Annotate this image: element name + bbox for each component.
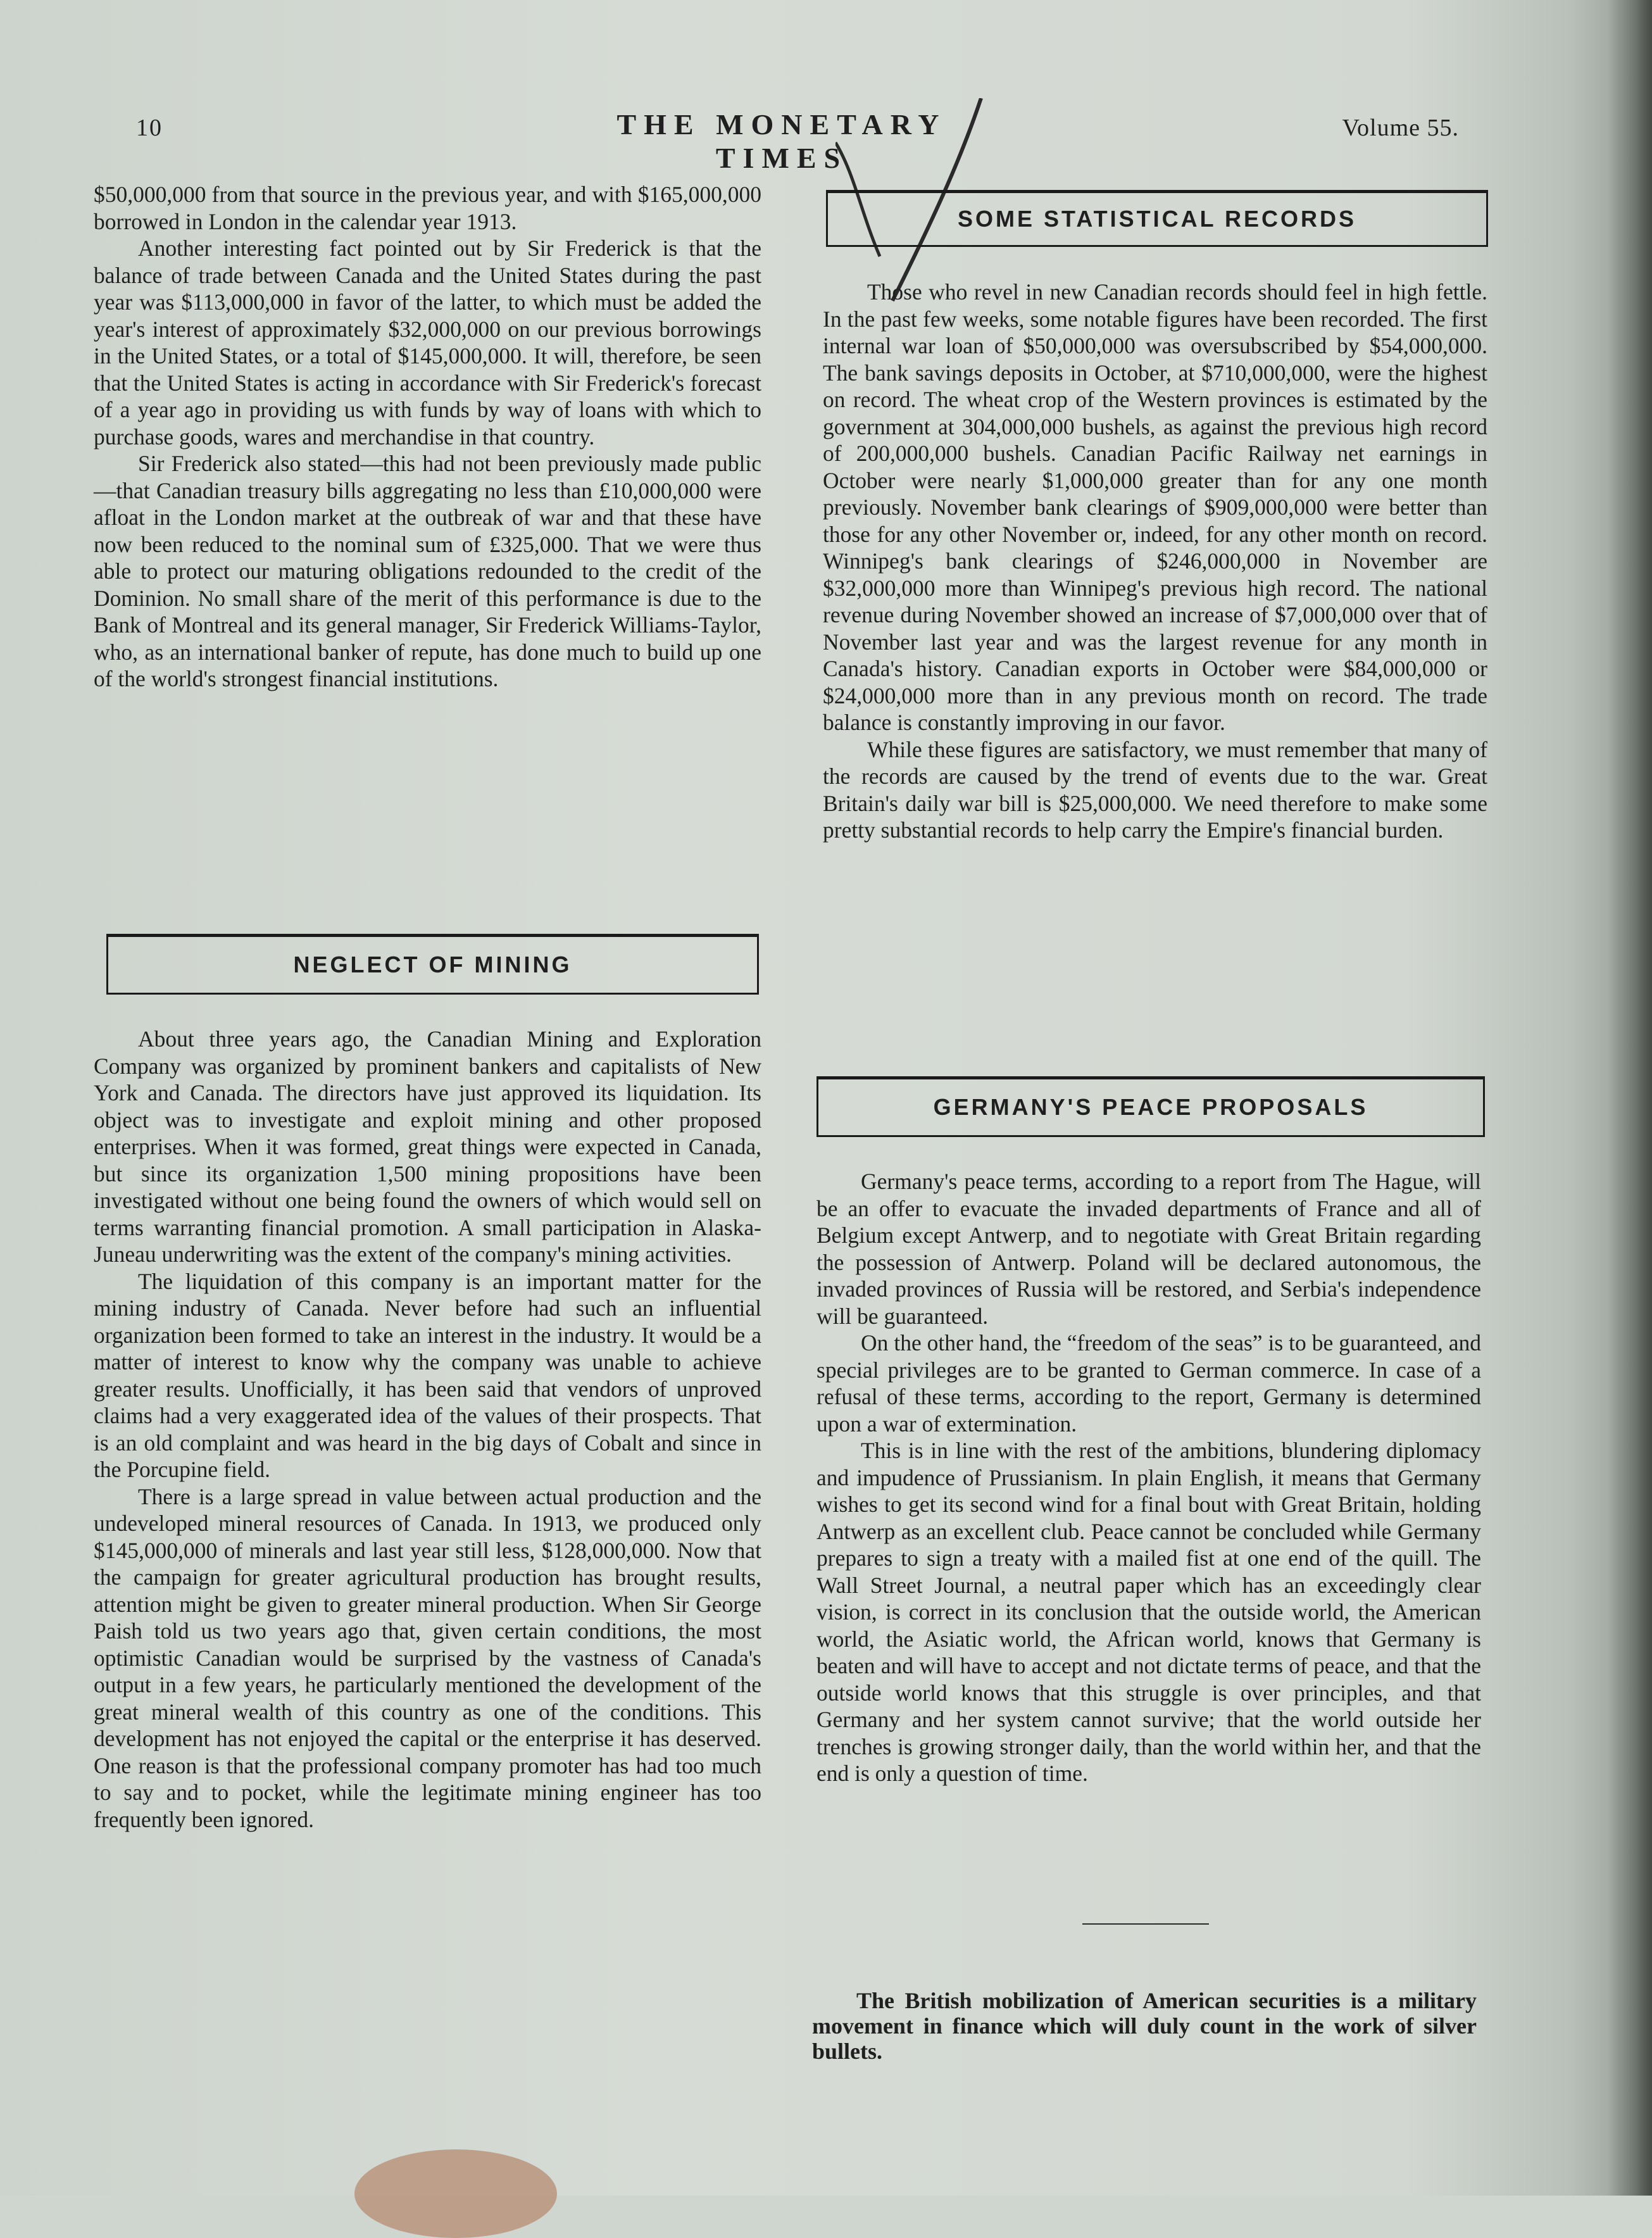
volume-label: Volume 55. <box>1342 115 1459 141</box>
paragraph: On the other hand, the “freedom of the seas” is to be guaranteed, and special privileges are to be granted to German commerce. In case of a refusal of these terms, according to the report, Germany is determined upon a war of extermination. <box>817 1330 1481 1436</box>
section-divider <box>1082 1923 1209 1925</box>
mining-article <box>94 1026 761 1833</box>
section-heading-mining <box>106 934 759 995</box>
paragraph: Sir Frederick also stated—this had not been previously made public—that Canadian treasury bills aggregating no less than £10,000,000 were afloat in the London market at the outbreak of war and that these have now been reduced to the nominal sum of £325,000. That we were thus able to protect our maturing obligations redounded to the credit of the Dominion. No small share of the merit of this performance is due to the Bank of Montreal and its general manager, Sir Frederick Williams-Taylor, who, as an international banker of repute, has done much to build up one of the world's strongest financial institutions. <box>94 451 761 691</box>
heading-text: GERMANY'S PEACE PROPOSALS <box>933 1094 1368 1120</box>
paragraph: Those who revel in new Canadian records should feel in high fettle. In the past few weeks, some notable figures have been recorded. The first internal war loan of $50,000,000 was oversubscribed by $54,000,000. The bank savings deposits in October, at $710,000,000, were the highest on record. The wheat crop of the Western provinces is estimated by the government at 304,000,000 bushels, as against the previous high record of 200,000,000 bushels. Canadian Pacific Railway net earnings in October were nearly $1,000,000 greater than for any one month previously. November bank clearings of $909,000,000 were better than those for any other November or, indeed, for any other month on record. Winnipeg's bank clearings of $246,000,000 in November are $32,000,000 more than Winnipeg's previous high record. The national revenue during November showed an increase of $7,000,000 over that of November last year and was the largest revenue for any month in Canada's history. Canadian exports in October were $84,000,000 or $24,000,000 more than in any previous month on record. The trade balance is constantly improving in our favor. <box>823 279 1487 735</box>
paragraph: $50,000,000 from that source in the previous year, and with $165,000,000 borrowed in London in the calendar year 1913. <box>94 182 761 234</box>
heading-text: SOME STATISTICAL RECORDS <box>957 206 1357 232</box>
page-header <box>136 108 1459 174</box>
thumb-smudge <box>354 2149 557 2238</box>
section-heading-statistics <box>826 190 1488 247</box>
paragraph: While these figures are satisfactory, we must remember that many of the records are caused by the trend of events due to the war. Great Britain's daily war bill is $25,000,000. We need therefore to make some pretty substantial records to help carry the Empire's financial burden. <box>823 736 1487 843</box>
closing-note <box>812 1988 1477 2064</box>
paragraph: The British mobilization of American securities is a military movement in finance which will duly count in the work of silver bullets. <box>812 1988 1477 2064</box>
paragraph: There is a large spread in value between actual production and the undeveloped mineral resources of Canada. In 1913, we produced only $145,000,000 of minerals and last year still less, $128,000,000. Now that the campaign for greater agricultural production has brought results, attention might be given to greater mineral production. When Sir George Paish told us two years ago that, given certain conditions, the most optimistic Canadian would be surprised by the vastness of Canada's output in a few years, he particularly mentioned the development of the great mineral wealth of this country as one of the conditions. This development has not enjoyed the capital or the enterprise it has deserved. One reason is that the professional company promoter has had too much to say and to pocket, while the legitimate mining engineer has too frequently been ignored. <box>94 1483 761 1832</box>
paragraph: About three years ago, the Canadian Mining and Exploration Company was organized by prominent bankers and capitalists of New York and Canada. The directors have just approved its liquidation. Its object was to investigate and exploit mining and other proposed enterprises. When it was formed, great things were expected in Canada, but since its organization 1,500 mining propositions have been investigated without one being found the owners of which would sell on terms warranting financial promotion. A small participation in Alaska-Juneau underwriting was the extent of the company's mining activities. <box>94 1026 761 1267</box>
masthead-title: THE MONETARY TIMES <box>616 108 947 174</box>
paragraph: The liquidation of this company is an important matter for the mining industry of Canada. Never before had such an influential organization been formed to take an interest in the industry. It would be a matter of interest to know why the company was unable to achieve greater results. Unofficially, it has been said that vendors of unproved claims had a very exaggerated idea of the values of their prospects. That is an old complaint and was heard in the big days of Cobalt and since in the Porcupine field. <box>94 1268 761 1482</box>
left-column-intro <box>94 181 761 693</box>
paragraph: Germany's peace terms, according to a report from The Hague, will be an offer to evacuate the invaded departments of France and all of Belgium except Antwerp, and to negotiate with Great Britain regarding the possession of Antwerp. Poland will be declared autonomous, the invaded provinces of Russia will be restored, and Serbia's independence will be guaranteed. <box>817 1169 1481 1329</box>
heading-text: NEGLECT OF MINING <box>293 952 572 978</box>
paragraph: Another interesting fact pointed out by Sir Frederick is that the balance of trade between Canada and the United States during the past year was $113,000,000 in favor of the latter, to which must be added the year's interest of approximately $32,000,000 on our previous borrowings in the United States, or a total of $145,000,000. It will, therefore, be seen that the United States is acting in accordance with Sir Frederick's forecast of a year ago in providing us with funds by way of loans with which to purchase goods, wares and merchandise in that country. <box>94 236 761 449</box>
section-heading-germany <box>817 1076 1485 1137</box>
paragraph: This is in line with the rest of the ambitions, blundering diplomacy and impudence of Prussianism. In plain English, it means that Germany wishes to get its second wind for a final bout with Great Britain, holding Antwerp as an excellent club. Peace cannot be concluded while Germany prepares to sign a treaty with a mailed fist at one end of the quill. The Wall Street Journal, a neutral paper which has an exceedingly clear vision, is correct in its conclusion that the outside world, the American world, the Asiatic world, the African world, knows that Germany is beaten and will have to accept and not dictate terms of peace, and that the outside world knows that this struggle is over principles, and that Germany and her system cannot survive; that the world outside her trenches is growing stronger daily, than the world within her, and that the end is only a question of time. <box>817 1438 1481 1786</box>
binding-shadow <box>1608 0 1652 2196</box>
germany-article <box>817 1168 1481 1787</box>
page-number: 10 <box>136 115 163 141</box>
statistics-article <box>823 279 1487 844</box>
